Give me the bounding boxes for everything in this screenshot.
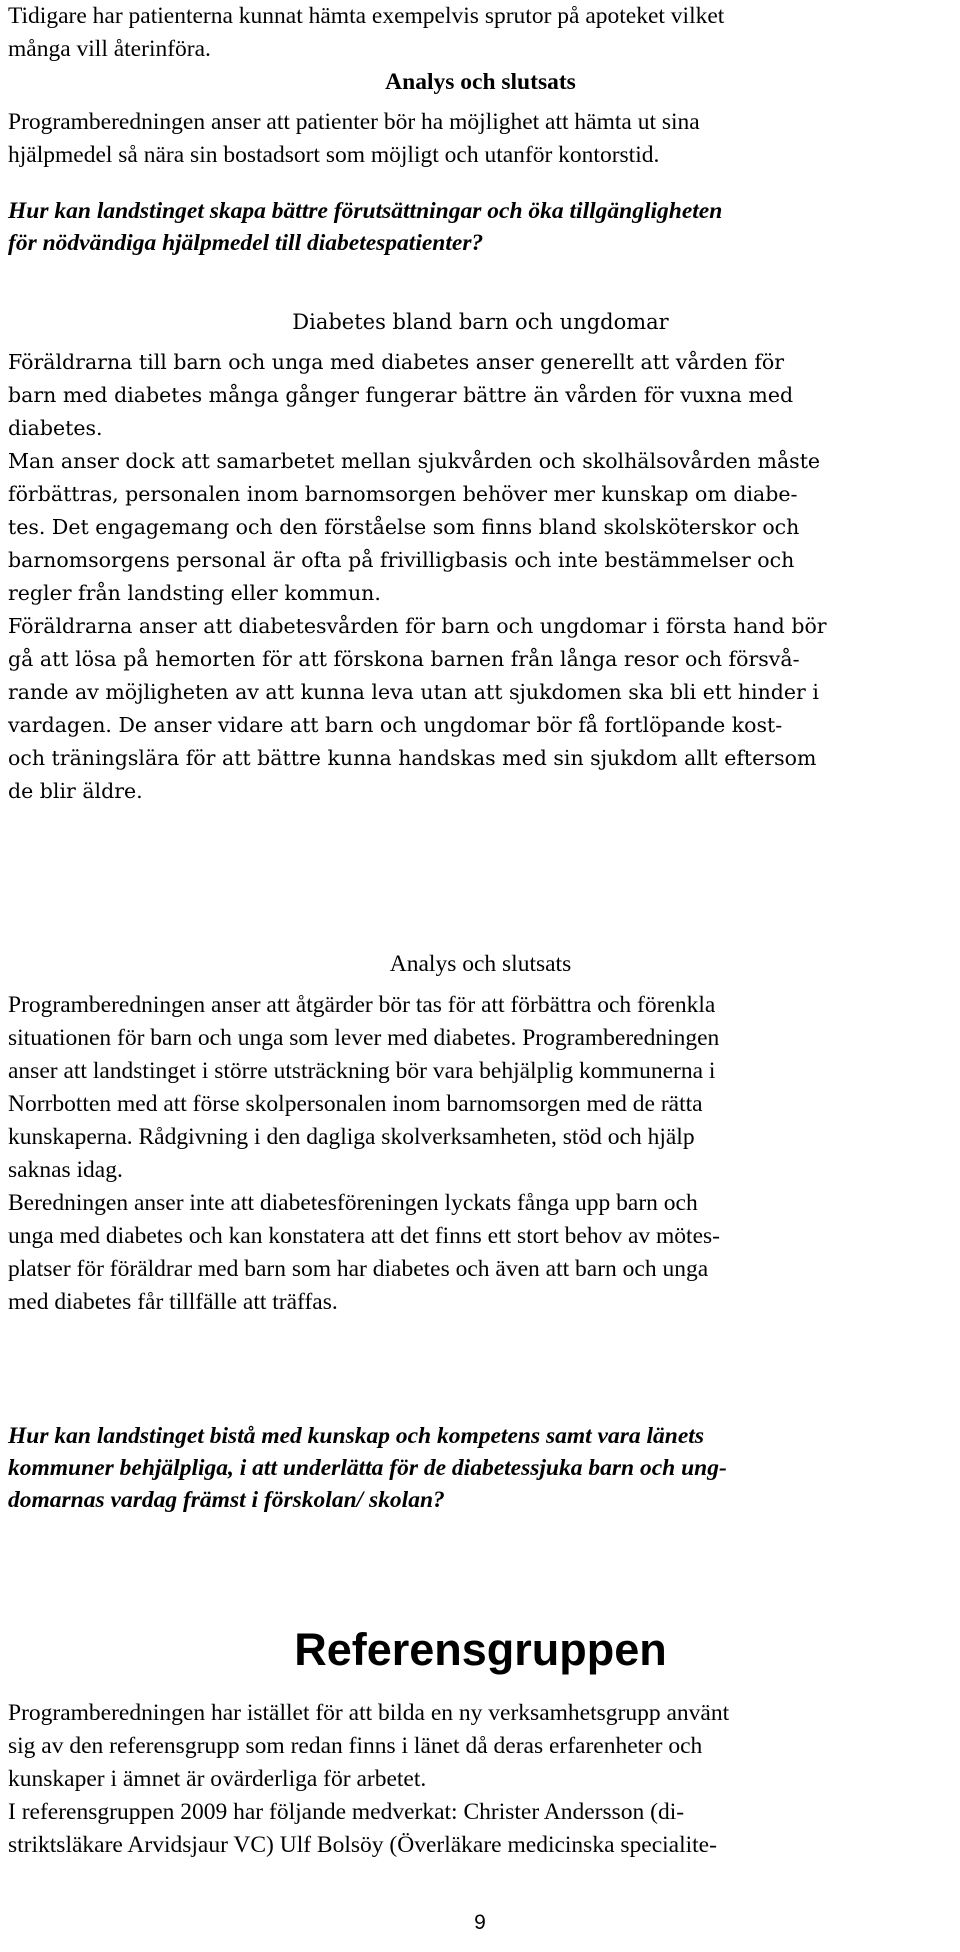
text-line: rande av möjligheten av att kunna leva utan att sjukdomen ska bli ett hinder i bbox=[8, 680, 819, 704]
text-line: många vill återinföra. bbox=[8, 36, 211, 62]
text-line: Man anser dock att samarbetet mellan sjukvården och skolhälsovården måste bbox=[8, 449, 821, 473]
paragraph-referens bbox=[8, 1697, 953, 1862]
page-number: 9 bbox=[474, 1911, 486, 1934]
text-line: Programberedningen har istället för att bilda en ny verksamhetsgrupp använt bbox=[8, 1700, 730, 1726]
text-line: och träningslära för att bättre kunna handskas med sin sjukdom allt eftersom bbox=[8, 746, 817, 770]
text-line: sig av den referensgrupp som redan finns i länet då deras erfarenheter och bbox=[8, 1733, 703, 1759]
text-line: vardagen. De anser vidare att barn och ungdomar bör få fortlöpande kost- bbox=[8, 713, 783, 737]
text-line: förbättras, personalen inom barnomsorgen behöver mer kunskap om diabe- bbox=[8, 482, 798, 506]
text-line: I referensgruppen 2009 har följande medverkat: Christer Andersson (di- bbox=[8, 1799, 685, 1825]
section-heading-referensgruppen: Referensgruppen bbox=[294, 1624, 667, 1675]
text-line: situationen för barn och unga som lever med diabetes. Programberedningen bbox=[8, 1025, 720, 1051]
paragraph-analys-2 bbox=[8, 989, 953, 1319]
text-line: för nödvändiga hjälpmedel till diabetespatienter? bbox=[8, 230, 484, 256]
text-line: hjälpmedel så nära sin bostadsort som möjligt och utanför kontorstid. bbox=[8, 142, 660, 168]
section-heading-barn: Diabetes bland barn och ungdomar bbox=[292, 310, 669, 334]
text-line: barnomsorgens personal är ofta på frivilligbasis och inte bestämmelser och bbox=[8, 548, 795, 572]
text-line: Hur kan landstinget skapa bättre förutsättningar och öka tillgängligheten bbox=[8, 198, 723, 224]
text-line: Tidigare har patienterna kunnat hämta exempelvis sprutor på apoteket vilket bbox=[8, 3, 725, 29]
text-line: saknas idag. bbox=[8, 1157, 123, 1183]
text-line: tes. Det engagemang och den förståelse som finns bland skolsköterskor och bbox=[8, 515, 800, 539]
paragraph-barn bbox=[8, 346, 953, 808]
text-line: kunskaper i ämnet är ovärderliga för arbetet. bbox=[8, 1766, 427, 1792]
text-line: kommuner behjälpliga, i att underlätta för de diabetessjuka barn och ung- bbox=[8, 1455, 727, 1481]
text-line: Föräldrarna anser att diabetesvården för barn och ungdomar i första hand bör bbox=[8, 614, 827, 638]
text-line: Norrbotten med att förse skolpersonalen inom barnomsorgen med de rätta bbox=[8, 1091, 703, 1117]
text-line: domarnas vardag främst i förskolan/ skolan? bbox=[8, 1487, 445, 1513]
text-line: platser för föräldrar med barn som har diabetes och även att barn och unga bbox=[8, 1256, 709, 1282]
text-line: barn med diabetes många gånger fungerar bättre än vården för vuxna med bbox=[8, 383, 794, 407]
text-line: Beredningen anser inte att diabetesföreningen lyckats fånga upp barn och bbox=[8, 1190, 698, 1216]
paragraph-analys-1 bbox=[8, 106, 953, 172]
text-line: Programberedningen anser att patienter bör ha möjlighet att hämta ut sina bbox=[8, 109, 700, 135]
paragraph-intro bbox=[8, 0, 953, 66]
text-line: anser att landstinget i större utsträckning bör vara behjälplig kommunerna i bbox=[8, 1058, 716, 1084]
text-line: kunskaperna. Rådgivning i den dagliga skolverksamheten, stöd och hjälp bbox=[8, 1124, 695, 1150]
text-line: Hur kan landstinget bistå med kunskap och kompetens samt vara länets bbox=[8, 1423, 704, 1449]
section-heading-analys-1: Analys och slutsats bbox=[385, 69, 576, 95]
text-line: diabetes. bbox=[8, 416, 103, 440]
section-heading-analys-2: Analys och slutsats bbox=[389, 951, 572, 977]
text-line: Programberedningen anser att åtgärder bör tas för att förbättra och förenkla bbox=[8, 992, 716, 1018]
text-line: gå att lösa på hemorten för att förskona barnen från långa resor och försvå- bbox=[8, 647, 800, 671]
question-1 bbox=[8, 195, 953, 259]
text-line: de blir äldre. bbox=[8, 779, 143, 803]
text-line: regler från landsting eller kommun. bbox=[8, 581, 381, 605]
question-2 bbox=[8, 1420, 953, 1516]
text-line: med diabetes får tillfälle att träffas. bbox=[8, 1289, 338, 1315]
text-line: Föräldrarna till barn och unga med diabetes anser generellt att vården för bbox=[8, 350, 785, 374]
text-line: striktsläkare Arvidsjaur VC) Ulf Bolsöy (Överläkare medicinska specialite- bbox=[8, 1832, 717, 1858]
text-line: unga med diabetes och kan konstatera att det finns ett stort behov av mötes- bbox=[8, 1223, 720, 1249]
